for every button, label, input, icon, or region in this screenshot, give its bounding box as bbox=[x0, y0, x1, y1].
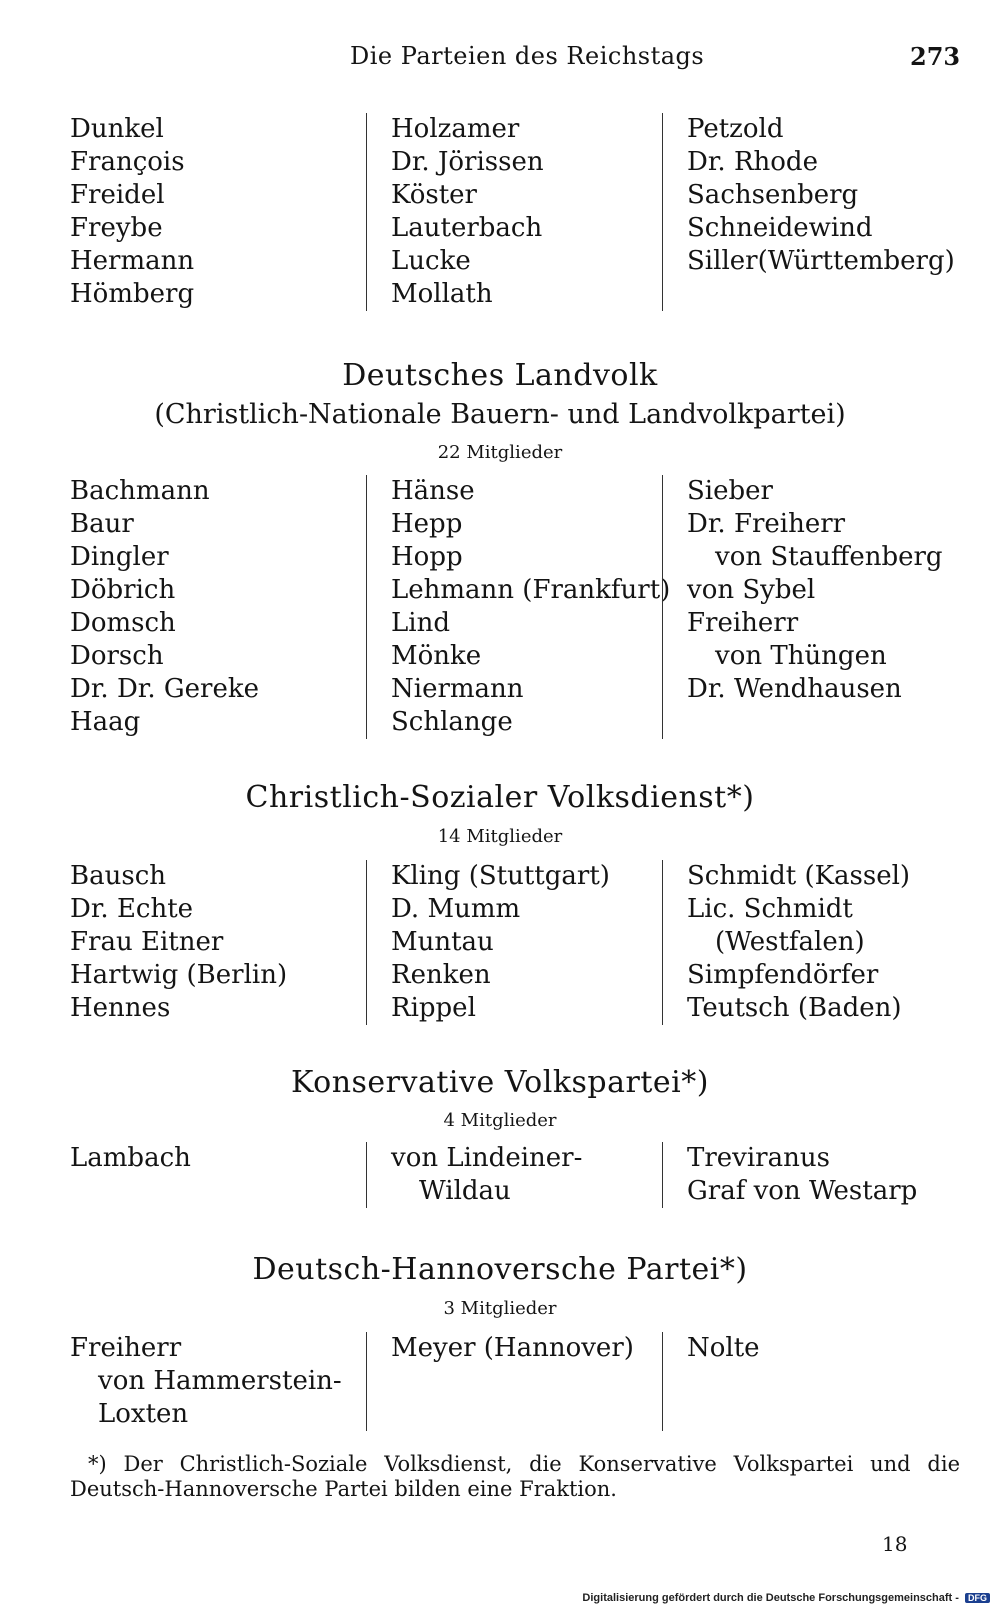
running-title: Die Parteien des Reichstags bbox=[350, 42, 705, 70]
member-name: Frau Eitner bbox=[70, 927, 224, 957]
member-count-landvolk: 22 Mitglieder bbox=[437, 442, 563, 463]
member-name: Rippel bbox=[391, 993, 476, 1023]
name-column-1 bbox=[70, 1142, 366, 1208]
member-count-hannoversche: 3 Mitglieder bbox=[443, 1298, 557, 1319]
member-name: Hennes bbox=[70, 993, 171, 1023]
hannoversche-name-list bbox=[70, 1332, 960, 1431]
member-name: Freidel bbox=[70, 180, 165, 210]
member-count-volksdienst: 14 Mitglieder bbox=[437, 826, 563, 847]
member-name-continuation: von Hammerstein- bbox=[98, 1366, 342, 1396]
member-name: Lucke bbox=[391, 246, 471, 276]
member-name: Schlange bbox=[391, 707, 513, 737]
member-name: Freiherr bbox=[687, 608, 799, 638]
party-heading-konservative: Konservative Volkspartei*) bbox=[291, 1065, 709, 1100]
konservative-name-list bbox=[70, 1142, 960, 1208]
dfg-logo-icon: DFG bbox=[965, 1593, 990, 1603]
member-name: François bbox=[70, 147, 185, 177]
member-name: Köster bbox=[391, 180, 477, 210]
name-column-1 bbox=[70, 475, 366, 739]
member-name: Graf von Westarp bbox=[687, 1176, 918, 1206]
member-name: Meyer (Hannover) bbox=[391, 1333, 634, 1363]
member-name: Dingler bbox=[70, 542, 169, 572]
member-name: Baur bbox=[70, 509, 134, 539]
member-name-continuation: von Thüngen bbox=[715, 641, 887, 671]
member-name: Hänse bbox=[391, 476, 475, 506]
member-name: Dr. Dr. Gereke bbox=[70, 674, 260, 704]
member-name: Sachsenberg bbox=[687, 180, 859, 210]
member-name: Niermann bbox=[391, 674, 524, 704]
volksdienst-name-list bbox=[70, 860, 960, 1025]
member-name-continuation: Wildau bbox=[419, 1176, 511, 1206]
member-name: Teutsch (Baden) bbox=[687, 993, 902, 1023]
member-name: Domsch bbox=[70, 608, 176, 638]
member-name: von Sybel bbox=[687, 575, 816, 605]
member-count-konservative: 4 Mitglieder bbox=[443, 1110, 557, 1131]
member-name: von Lindeiner- bbox=[391, 1143, 583, 1173]
landvolk-name-list bbox=[70, 475, 960, 739]
member-name: Dorsch bbox=[70, 641, 164, 671]
name-column-3 bbox=[662, 860, 958, 1025]
party-heading-volksdienst: Christlich-Sozialer Volksdienst*) bbox=[245, 780, 755, 815]
member-name: Treviranus bbox=[687, 1143, 830, 1173]
name-column-2 bbox=[366, 1332, 662, 1431]
member-name: Holzamer bbox=[391, 114, 520, 144]
member-name: Lic. Schmidt bbox=[687, 894, 853, 924]
member-name: Bachmann bbox=[70, 476, 210, 506]
top-name-list bbox=[70, 113, 960, 311]
member-name: Sieber bbox=[687, 476, 773, 506]
member-name: Bausch bbox=[70, 861, 167, 891]
name-column-3 bbox=[662, 1332, 958, 1431]
member-name: Schmidt (Kassel) bbox=[687, 861, 911, 891]
member-name: Petzold bbox=[687, 114, 784, 144]
footnote: *) Der Christlich-Soziale Volksdienst, die Konservative Volkspartei und die Deutsch-Hannoversche Partei bilden eine Fraktion. bbox=[70, 1452, 960, 1501]
member-name: Nolte bbox=[687, 1333, 760, 1363]
member-name: Haag bbox=[70, 707, 141, 737]
name-column-2 bbox=[366, 113, 662, 311]
member-name: Dr. Wendhausen bbox=[687, 674, 902, 704]
member-name: Dunkel bbox=[70, 114, 164, 144]
name-column-2 bbox=[366, 1142, 662, 1208]
member-name: Lauterbach bbox=[391, 213, 543, 243]
member-name: Renken bbox=[391, 960, 491, 990]
member-name: Dr. Rhode bbox=[687, 147, 818, 177]
party-heading-landvolk: Deutsches Landvolk bbox=[342, 358, 658, 393]
member-name: Dr. Freiherr bbox=[687, 509, 846, 539]
member-name: Lind bbox=[391, 608, 450, 638]
member-name: Simpfendörfer bbox=[687, 960, 879, 990]
page-number: 273 bbox=[910, 42, 961, 71]
running-head bbox=[0, 38, 1000, 78]
member-name-continuation: (Westfalen) bbox=[715, 927, 865, 957]
name-column-2 bbox=[366, 860, 662, 1025]
member-name: Dr. Jörissen bbox=[391, 147, 544, 177]
member-name: Dr. Echte bbox=[70, 894, 194, 924]
member-name: Mollath bbox=[391, 279, 493, 309]
credit-text: Digitalisierung gefördert durch die Deutsche Forschungsgemeinschaft - bbox=[582, 1592, 959, 1604]
member-name: Döbrich bbox=[70, 575, 176, 605]
member-name: Mönke bbox=[391, 641, 482, 671]
member-name: Hopp bbox=[391, 542, 463, 572]
member-name: Muntau bbox=[391, 927, 494, 957]
member-name-continuation: Loxten bbox=[98, 1399, 189, 1429]
member-name: Hartwig (Berlin) bbox=[70, 960, 288, 990]
name-column-1 bbox=[70, 113, 366, 311]
name-column-3 bbox=[662, 113, 958, 311]
member-name: Freiherr bbox=[70, 1333, 182, 1363]
name-column-1 bbox=[70, 1332, 366, 1431]
sheet-signature-number: 18 bbox=[882, 1532, 908, 1556]
member-name: Lambach bbox=[70, 1143, 191, 1173]
member-name: Freybe bbox=[70, 213, 163, 243]
party-heading-hannoversche: Deutsch-Hannoversche Partei*) bbox=[252, 1252, 748, 1287]
member-name: Hermann bbox=[70, 246, 195, 276]
member-name: Siller(Württemberg) bbox=[687, 246, 955, 276]
member-name: Hepp bbox=[391, 509, 463, 539]
member-name: Kling (Stuttgart) bbox=[391, 861, 610, 891]
member-name: Lehmann (Frankfurt) bbox=[391, 575, 671, 605]
name-column-3 bbox=[662, 1142, 958, 1208]
member-name: Hömberg bbox=[70, 279, 195, 309]
name-column-1 bbox=[70, 860, 366, 1025]
party-subheading-landvolk: (Christlich-Nationale Bauern- und Landvolkpartei) bbox=[154, 399, 846, 430]
member-name: Schneidewind bbox=[687, 213, 873, 243]
member-name: D. Mumm bbox=[391, 894, 521, 924]
digitization-credit bbox=[582, 1592, 990, 1604]
name-column-3 bbox=[662, 475, 958, 739]
member-name-continuation: von Stauffenberg bbox=[715, 542, 943, 572]
name-column-2 bbox=[366, 475, 671, 739]
